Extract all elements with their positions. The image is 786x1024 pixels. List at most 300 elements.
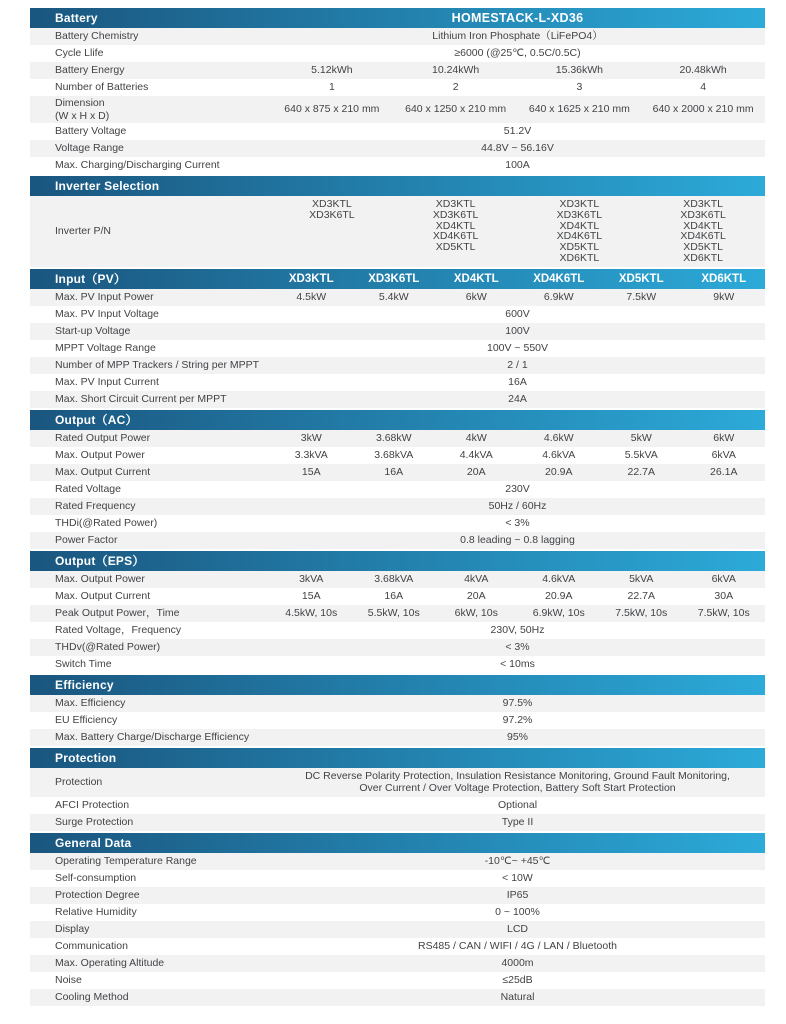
span-value-text: 95% [506, 731, 528, 744]
row-label [30, 308, 270, 320]
spec-row [30, 498, 765, 515]
cell-value: 3.68kVA [374, 449, 414, 462]
section-output-eps [30, 551, 765, 673]
section-title: Input（PV） [55, 272, 127, 287]
cell-value: 4.6kVA [542, 449, 576, 462]
row-values [270, 605, 765, 622]
row-values [270, 196, 765, 267]
span-value-text: Natural [500, 991, 535, 1004]
cell-value: 4.5kW [296, 291, 327, 304]
spec-row [30, 695, 765, 712]
cell-value: 640 x 875 x 210 mm [284, 103, 380, 116]
span-value-text: Type II [501, 816, 534, 829]
spec-row [30, 62, 765, 79]
cell-value: 16A [384, 466, 404, 479]
span-value [270, 125, 765, 137]
row-label-text: Cycle Llife [55, 47, 104, 60]
spec-row [30, 515, 765, 532]
span-value-text: 100V ~ 550V [486, 342, 548, 355]
row-label-text: Max. Short Circuit Current per MPPT [55, 393, 227, 406]
inverter-pn-list [270, 199, 394, 221]
cell-value: 6.9kW, 10s [532, 607, 585, 620]
span-value-text: ≥6000 (@25℃, 0.5C/0.5C) [454, 47, 581, 60]
spec-row [30, 289, 765, 306]
span-value [270, 342, 765, 354]
row-values [270, 289, 765, 306]
span-value-text: 600V [505, 308, 530, 321]
row-label [30, 359, 270, 371]
inverter-pn: XD6KTL [559, 251, 600, 264]
span-value-text: < 3% [505, 641, 530, 654]
row-label [30, 641, 270, 653]
spec-row [30, 123, 765, 140]
cell-value: 640 x 1250 x 210 mm [405, 103, 507, 116]
spec-row [30, 357, 765, 374]
cell-value: 20.9A [545, 590, 573, 603]
inverter-pn: XD5KTL [435, 241, 476, 254]
span-value-text: 50Hz / 60Hz [488, 500, 547, 513]
row-label-text: Peak Output Power，Time [55, 607, 180, 620]
row-label-text: MPPT Voltage Range [55, 342, 156, 355]
span-value-text: LCD [506, 923, 528, 936]
cell-value: 26.1A [710, 466, 738, 479]
row-label [30, 47, 270, 59]
section-title: General Data [55, 835, 132, 850]
span-value [270, 393, 765, 405]
column-header-xd6ktl: XD6KTL [701, 272, 747, 285]
cell-value: 1 [328, 81, 335, 94]
cell-value: 4 [700, 81, 707, 94]
cell-value: 15A [301, 466, 321, 479]
row-label [30, 776, 270, 788]
cell-value: 6kVA [711, 573, 736, 586]
row-label [30, 97, 270, 122]
row-label-text: Self-consumption [55, 872, 137, 885]
row-label [30, 940, 270, 952]
cell-value: 7.5kW, 10s [615, 607, 668, 620]
span-value [270, 30, 765, 42]
row-label [30, 500, 270, 512]
span-value-text: IP65 [506, 889, 529, 902]
spec-row [30, 870, 765, 887]
span-value-text: ≤25dB [502, 974, 533, 987]
spec-row [30, 712, 765, 729]
section-input-pv [30, 269, 765, 408]
spec-row [30, 955, 765, 972]
section-title: Efficiency [55, 677, 114, 692]
inverter-pn: XD4KTL [559, 219, 600, 232]
span-value-line: DC Reverse Polarity Protection, Insulation Resistance Monitoring, Ground Fault Monitoring, [305, 769, 730, 782]
row-label [30, 872, 270, 884]
section-title: Battery [55, 11, 98, 25]
cell-value: 6kW [713, 432, 735, 445]
row-label [30, 714, 270, 726]
inverter-pn: XD3KTL [559, 198, 600, 210]
cell-value: 5.12kWh [311, 64, 353, 77]
spec-row [30, 639, 765, 656]
spec-row [30, 196, 765, 267]
row-label [30, 658, 270, 670]
inverter-pn-list [518, 199, 642, 264]
row-label-text: Cooling Method [55, 991, 129, 1004]
spec-row [30, 374, 765, 391]
spec-row [30, 814, 765, 831]
row-values [270, 571, 765, 588]
cell-value: 4.4kVA [459, 449, 493, 462]
inverter-pn: XD4K6TL [432, 230, 479, 243]
row-label [30, 974, 270, 986]
row-label [30, 125, 270, 137]
span-value-text: 44.8V ~ 56.16V [481, 142, 554, 155]
cell-value: 4.5kW, 10s [285, 607, 338, 620]
spec-row [30, 532, 765, 549]
inverter-pn: XD5KTL [559, 241, 600, 254]
cell-value: 640 x 1625 x 210 mm [528, 103, 630, 116]
span-value [270, 923, 765, 935]
section-battery [30, 8, 765, 174]
span-value-text: 97.2% [502, 714, 533, 727]
row-label-text: Rated Output Power [55, 432, 151, 445]
row-label [30, 923, 270, 935]
row-label [30, 799, 270, 811]
row-label [30, 393, 270, 405]
span-value [270, 359, 765, 371]
section-header-output-ac [30, 410, 765, 430]
span-value-text: 97.5% [502, 697, 533, 710]
section-header-battery [30, 8, 765, 28]
spec-row [30, 729, 765, 746]
spec-row [30, 306, 765, 323]
section-inverter-selection [30, 176, 765, 267]
cell-value: 5kVA [629, 573, 654, 586]
span-value [270, 500, 765, 512]
cell-value: 6kW [465, 291, 487, 304]
spec-row [30, 622, 765, 639]
span-value [270, 906, 765, 918]
cell-value: 20A [466, 590, 486, 603]
row-values [270, 430, 765, 447]
cell-value: 5.5kW, 10s [367, 607, 420, 620]
row-label [30, 325, 270, 337]
cell-value: 3.68kVA [374, 573, 414, 586]
span-value [270, 872, 765, 884]
spec-row [30, 853, 765, 870]
row-label [30, 816, 270, 828]
cell-value: 30A [714, 590, 734, 603]
column-headers [270, 273, 765, 285]
spec-row [30, 323, 765, 340]
row-label [30, 449, 270, 461]
spec-row [30, 605, 765, 622]
row-values [270, 588, 765, 605]
span-value-text: 4000m [501, 957, 534, 970]
row-values [270, 447, 765, 464]
row-label-text: Start-up Voltage [55, 325, 131, 338]
span-value-text: < 3% [505, 517, 530, 530]
row-label-text: Rated Voltage [55, 483, 121, 496]
cell-value: 640 x 2000 x 210 mm [652, 103, 754, 116]
cell-value: 2 [452, 81, 459, 94]
row-label [30, 991, 270, 1003]
row-label [30, 590, 270, 602]
row-values [270, 464, 765, 481]
row-label-text: Voltage Range [55, 142, 124, 155]
column-header-xd3ktl: XD3KTL [288, 272, 334, 285]
spec-row [30, 797, 765, 814]
span-value-text: 230V, 50Hz [490, 624, 545, 637]
product-title [270, 11, 765, 25]
spec-row [30, 989, 765, 1006]
row-label-text: Max. Efficiency [55, 697, 126, 710]
span-value [270, 799, 765, 811]
cell-value: 22.7A [627, 466, 655, 479]
inverter-pn-list [641, 199, 765, 264]
row-label-text: Surge Protection [55, 816, 134, 829]
row-label [30, 432, 270, 444]
row-label-text: Max. Output Current [55, 466, 151, 479]
cell-value: 20.48kWh [679, 64, 727, 77]
row-label-text: Operating Temperature Range [55, 855, 197, 868]
span-value-text: 100V [505, 325, 530, 338]
spec-row [30, 656, 765, 673]
cell-value: 3kVA [299, 573, 324, 586]
row-label-text: Battery Energy [55, 64, 125, 77]
row-label [30, 731, 270, 743]
inverter-pn: XD4K6TL [680, 230, 726, 243]
span-value [270, 731, 765, 743]
section-header-general-data [30, 833, 765, 853]
row-label [30, 30, 270, 42]
row-label-text: Rated Voltage，Frequency [55, 624, 182, 637]
span-value [270, 940, 765, 952]
span-value-text: 24A [508, 393, 527, 406]
row-label-text: Noise [55, 974, 82, 987]
inverter-pn-list [394, 199, 518, 253]
section-header-inverter-selection [30, 176, 765, 196]
cell-value: 5.5kVA [624, 449, 658, 462]
spec-row [30, 972, 765, 989]
span-value [270, 991, 765, 1003]
row-label-text: Dimension [55, 97, 105, 110]
span-value [270, 376, 765, 388]
row-label [30, 342, 270, 354]
inverter-pn: XD3K6TL [309, 208, 355, 221]
spec-row [30, 464, 765, 481]
row-label-text: Communication [55, 940, 128, 953]
span-value [270, 47, 765, 59]
row-label-text: Max. PV Input Current [55, 376, 159, 389]
row-label-text: Max. Output Current [55, 590, 151, 603]
row-label [30, 376, 270, 388]
spec-row [30, 430, 765, 447]
span-value [270, 534, 765, 546]
span-value-text: Optional [497, 799, 538, 812]
row-label-subtext: (W x H x D) [55, 109, 110, 122]
row-label [30, 855, 270, 867]
row-label-text: Number of MPP Trackers / String per MPPT [55, 359, 260, 372]
row-label-text: Inverter P/N [55, 225, 112, 238]
inverter-pn: XD3KTL [435, 198, 476, 210]
section-title: Output（AC） [55, 413, 138, 428]
spec-row [30, 447, 765, 464]
cell-value: 3.3kVA [294, 449, 328, 462]
row-label [30, 957, 270, 969]
inverter-pn: XD3K6TL [556, 208, 603, 221]
row-label-text: Max. Output Power [55, 573, 145, 586]
column-header-xd4ktl: XD4KTL [453, 272, 499, 285]
span-value [270, 816, 765, 828]
span-value [270, 159, 765, 171]
row-label-text: Max. Charging/Discharging Current [55, 159, 220, 172]
row-label [30, 906, 270, 918]
cell-value: 9kW [713, 291, 735, 304]
span-value [270, 714, 765, 726]
spec-row [30, 391, 765, 408]
spec-row [30, 140, 765, 157]
span-value [270, 641, 765, 653]
span-value [270, 517, 765, 529]
span-value-text: 16A [508, 376, 527, 389]
spec-row [30, 571, 765, 588]
span-value-text: Lithium Iron Phosphate（LiFePO4） [432, 30, 603, 43]
row-label-text: EU Efficiency [55, 714, 118, 727]
inverter-pn: XD4KTL [435, 219, 476, 232]
inverter-pn: XD4K6TL [556, 230, 603, 243]
row-label [30, 517, 270, 529]
span-value [270, 697, 765, 709]
section-header-output-eps [30, 551, 765, 571]
inverter-pn: XD3KTL [683, 198, 723, 210]
row-label-text: THDi(@Rated Power) [55, 517, 158, 530]
row-label [30, 64, 270, 76]
span-value [270, 957, 765, 969]
spec-row [30, 28, 765, 45]
cell-value: 3.68kW [375, 432, 412, 445]
span-value [270, 142, 765, 154]
row-label [30, 534, 270, 546]
spec-row [30, 96, 765, 123]
cell-value: 7.5kW, 10s [697, 607, 750, 620]
product-title-text: HOMESTACK-L-XD36 [451, 11, 584, 25]
inverter-pn: XD4KTL [683, 219, 723, 232]
row-label [30, 225, 270, 237]
span-value [270, 889, 765, 901]
cell-value: 4kW [465, 432, 487, 445]
row-label-text: Max. PV Input Voltage [55, 308, 159, 321]
cell-value: 16A [384, 590, 404, 603]
span-value-text: 100A [505, 159, 530, 172]
section-title: Output（EPS） [55, 554, 145, 569]
row-label [30, 483, 270, 495]
row-label [30, 889, 270, 901]
span-value-line: Over Current / Over Voltage Protection, Battery Soft Start Protection [359, 782, 676, 795]
spec-row [30, 887, 765, 904]
row-label-text: AFCI Protection [55, 799, 130, 812]
spec-row [30, 481, 765, 498]
row-label [30, 624, 270, 636]
span-value-text: < 10ms [500, 658, 535, 671]
span-value [270, 770, 765, 795]
cell-value: 15.36kWh [555, 64, 604, 77]
column-header-xd5ktl: XD5KTL [618, 272, 664, 285]
span-value [270, 308, 765, 320]
inverter-pn: XD6KTL [683, 251, 723, 264]
row-label-text: Switch Time [55, 658, 112, 671]
span-value [270, 483, 765, 495]
cell-value: 5kW [630, 432, 652, 445]
row-label-text: Battery Chemistry [55, 30, 139, 43]
row-label-text: Power Factor [55, 534, 118, 547]
cell-value: 6kVA [711, 449, 736, 462]
span-value-text: < 10W [502, 872, 533, 885]
row-label-text: Battery Voltage [55, 125, 127, 138]
span-value-text: RS485 / CAN / WIFI / 4G / LAN / Bluetooth [418, 940, 617, 953]
inverter-pn: XD3K6TL [432, 208, 479, 221]
row-label-text: Max. Operating Altitude [55, 957, 165, 970]
cell-value: 3 [576, 81, 583, 94]
inverter-pn: XD3KTL [312, 198, 352, 210]
section-header-input-pv [30, 269, 765, 289]
row-label-text: Rated Frequency [55, 500, 136, 513]
section-header-efficiency [30, 675, 765, 695]
row-label [30, 142, 270, 154]
inverter-pn: XD5KTL [683, 241, 723, 254]
row-values [270, 62, 765, 79]
span-value-text: 230V [505, 483, 530, 496]
inverter-pn: XD3K6TL [680, 208, 726, 221]
row-label [30, 607, 270, 619]
row-label-text: THDv(@Rated Power) [55, 641, 161, 654]
span-value-text: 2 / 1 [507, 359, 528, 372]
section-title: Inverter Selection [55, 179, 160, 193]
row-values [270, 79, 765, 96]
column-header-xd4k6tl: XD4K6TL [533, 272, 585, 285]
cell-value: 15A [301, 590, 321, 603]
cell-value: 3kW [300, 432, 322, 445]
spec-row [30, 904, 765, 921]
row-label [30, 466, 270, 478]
spec-row [30, 768, 765, 797]
cell-value: 4kVA [464, 573, 489, 586]
spec-row [30, 921, 765, 938]
spec-row [30, 340, 765, 357]
span-value [270, 855, 765, 867]
row-label-text: Number of Batteries [55, 81, 149, 94]
spec-row [30, 938, 765, 955]
cell-value: 6.9kW [543, 291, 574, 304]
cell-value: 20.9A [545, 466, 573, 479]
span-value-text: 0.8 leading ~ 0.8 lagging [460, 534, 575, 547]
cell-value: 4.6kVA [542, 573, 576, 586]
row-label-text: Protection Degree [55, 889, 140, 902]
row-label-text: Relative Humidity [55, 906, 137, 919]
row-label [30, 159, 270, 171]
cell-value: 4.6kW [543, 432, 574, 445]
spec-row [30, 79, 765, 96]
cell-value: 5.4kW [378, 291, 409, 304]
cell-value: 20A [466, 466, 486, 479]
cell-value: 10.24kWh [431, 64, 480, 77]
row-label-text: Max. Output Power [55, 449, 145, 462]
section-general-data [30, 833, 765, 1006]
span-value-text: 51.2V [503, 125, 532, 138]
span-value [270, 658, 765, 670]
section-output-ac [30, 410, 765, 549]
section-title: Protection [55, 750, 117, 765]
row-label-text: Display [55, 923, 90, 936]
section-protection [30, 748, 765, 831]
row-label [30, 291, 270, 303]
